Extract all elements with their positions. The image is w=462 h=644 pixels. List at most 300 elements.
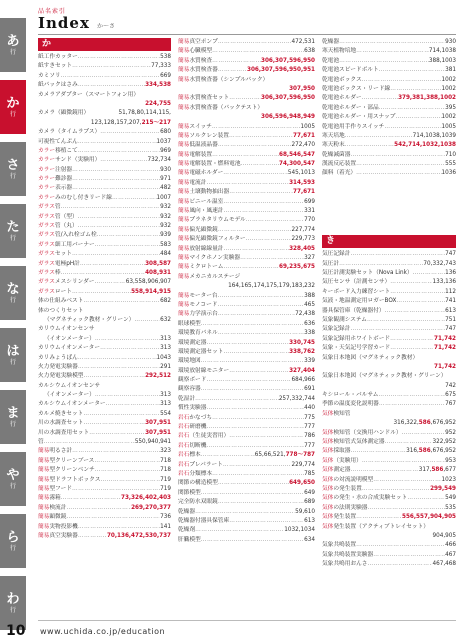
index-entry[interactable] xyxy=(178,517,315,526)
leader-dots xyxy=(195,526,284,535)
index-entry[interactable] xyxy=(322,85,456,94)
index-entry[interactable] xyxy=(178,329,315,338)
index-entry[interactable] xyxy=(322,260,456,269)
footer-url[interactable]: www.uchida.co.jp/education xyxy=(40,627,166,636)
index-entry[interactable] xyxy=(178,451,315,460)
leader-dots xyxy=(368,504,446,513)
index-entry[interactable] xyxy=(38,513,171,522)
index-entry[interactable] xyxy=(322,47,456,56)
index-entry[interactable] xyxy=(178,320,315,329)
index-column-1 xyxy=(38,38,171,616)
leader-dots xyxy=(407,494,445,503)
entry-category: 岩石 xyxy=(178,452,190,459)
leader-dots xyxy=(201,385,304,394)
leader-dots xyxy=(66,504,131,513)
index-entry[interactable] xyxy=(322,169,456,178)
index-entry[interactable] xyxy=(322,123,456,132)
index-entry[interactable] xyxy=(38,72,171,81)
index-entry[interactable] xyxy=(38,241,171,250)
page-refs: 308,587 xyxy=(145,260,171,267)
leader-dots xyxy=(368,560,433,569)
index-entry[interactable] xyxy=(38,504,171,513)
leader-dots xyxy=(139,91,171,100)
index-entry[interactable] xyxy=(38,316,171,325)
index-entry[interactable] xyxy=(38,344,171,353)
index-entry[interactable] xyxy=(178,104,315,113)
entry-name: 関節の構造模型 xyxy=(178,480,218,487)
tab-ま[interactable] xyxy=(0,390,26,444)
entry-name: 気象記録用ホワイトボード xyxy=(322,335,391,342)
index-entry[interactable] xyxy=(38,447,171,456)
tab-label: か xyxy=(6,95,20,111)
index-entry[interactable] xyxy=(38,156,171,165)
entry-name: 管 xyxy=(38,439,44,446)
index-entry[interactable] xyxy=(38,147,171,156)
index-entry[interactable] xyxy=(322,551,456,560)
entry-name: 火力発電実験器 xyxy=(38,363,78,370)
tab-label: さ xyxy=(6,157,20,173)
index-entry[interactable] xyxy=(38,410,171,419)
entry-name: 乾電池ホルダー xyxy=(322,95,362,102)
index-entry[interactable] xyxy=(322,560,456,569)
tab-ら[interactable] xyxy=(0,514,26,568)
index-entry[interactable] xyxy=(322,151,456,160)
index-entry[interactable] xyxy=(322,541,456,550)
tab-は[interactable] xyxy=(0,328,26,382)
index-entry[interactable] xyxy=(178,57,315,66)
leader-dots xyxy=(350,325,445,334)
page-refs: 316,322,586,676,952 xyxy=(393,420,456,427)
index-entry[interactable] xyxy=(178,301,315,310)
index-entry[interactable] xyxy=(178,395,315,404)
index-entry[interactable] xyxy=(38,354,171,363)
leader-dots xyxy=(246,235,292,244)
index-entry[interactable] xyxy=(38,532,171,541)
entry-name: 乾燥器付器具保管庫 xyxy=(178,517,230,524)
index-entry[interactable] xyxy=(38,81,171,90)
entry-category: ガラス xyxy=(38,204,55,211)
page-refs: 1032,1034 xyxy=(284,527,315,534)
entry-name: 気体の法則実験器 xyxy=(322,504,368,511)
index-entry[interactable] xyxy=(178,432,315,441)
entry-name: ガラス電極pH計 xyxy=(38,260,80,267)
entry-name: 気象記録計 xyxy=(322,326,351,333)
index-entry[interactable] xyxy=(322,94,456,103)
index-entry[interactable] xyxy=(178,292,315,301)
tab-た[interactable] xyxy=(0,204,26,258)
leader-dots xyxy=(97,231,161,240)
index-entry[interactable] xyxy=(322,325,456,334)
index-entry[interactable] xyxy=(322,429,456,438)
index-entry[interactable] xyxy=(178,207,315,216)
index-entry[interactable] xyxy=(38,466,171,475)
index-entry[interactable] xyxy=(38,419,171,428)
index-entry[interactable] xyxy=(38,166,171,175)
entry-name: ガラス管（型） xyxy=(38,213,78,220)
leader-dots xyxy=(356,513,402,522)
entry-name: 顔料（着光） xyxy=(322,170,357,177)
entry-name: 簡易水質検査器（パックテスト） xyxy=(178,104,264,111)
index-entry[interactable] xyxy=(322,160,456,169)
entry-category: 岩石 xyxy=(178,433,190,440)
index-entry[interactable] xyxy=(38,485,171,494)
index-entry[interactable] xyxy=(38,100,171,109)
index-entry[interactable] xyxy=(178,508,315,517)
entry-category: ガラス xyxy=(38,288,55,295)
tab-さ[interactable] xyxy=(0,142,26,196)
leader-dots xyxy=(240,254,304,263)
index-entry[interactable] xyxy=(178,76,315,85)
page-refs: 292,512 xyxy=(145,373,171,380)
index-entry[interactable] xyxy=(178,498,315,507)
entry-name: 簡易電磁ホルダー xyxy=(178,170,224,177)
entry-category: 気体 xyxy=(322,514,334,521)
tab-や[interactable] xyxy=(0,452,26,506)
index-entry[interactable] xyxy=(178,94,315,103)
index-entry[interactable] xyxy=(178,179,315,188)
entry-name: 気体検知管 xyxy=(322,410,351,417)
entry-category: 簡易 xyxy=(38,448,50,455)
index-entry[interactable] xyxy=(322,335,456,344)
index-entry[interactable] xyxy=(322,38,456,47)
page-refs: 440 xyxy=(304,405,315,412)
index-entry[interactable] xyxy=(38,523,171,532)
index-entry[interactable] xyxy=(178,310,315,319)
index-entry[interactable] xyxy=(322,250,456,259)
page-refs: 732,734 xyxy=(147,157,171,164)
leader-dots xyxy=(201,320,304,329)
index-entry[interactable] xyxy=(178,151,315,160)
index-entry[interactable] xyxy=(322,66,456,75)
index-entry[interactable] xyxy=(38,128,171,137)
index-entry[interactable] xyxy=(178,385,315,394)
page-refs: 269,270,377 xyxy=(131,504,171,511)
index-entry[interactable] xyxy=(322,372,456,381)
leader-dots xyxy=(78,354,157,363)
index-entry[interactable] xyxy=(322,400,456,409)
index-entry[interactable] xyxy=(38,297,171,306)
index-entry[interactable] xyxy=(38,269,171,278)
page-refs: 224,755 xyxy=(145,100,171,107)
page-refs: 133,136 xyxy=(432,279,456,286)
index-entry[interactable] xyxy=(178,536,315,545)
entry-category: 簡易 xyxy=(38,504,50,511)
entry-name: 簡易明るさ計 xyxy=(38,448,73,455)
index-entry[interactable] xyxy=(178,282,315,291)
entry-category: 簡易 xyxy=(178,226,190,233)
entry-name: カルメ焼きセット xyxy=(38,410,84,417)
index-entry[interactable] xyxy=(38,382,171,391)
index-entry[interactable] xyxy=(178,479,315,488)
index-entry[interactable] xyxy=(178,47,315,56)
page-refs: 316,586,676,952 xyxy=(406,448,456,455)
index-entry[interactable] xyxy=(322,76,456,85)
entry-category: ガラス xyxy=(38,223,55,230)
index-entry[interactable] xyxy=(38,203,171,212)
page-refs: 73,326,402,403 xyxy=(120,495,171,502)
entry-category: カラー xyxy=(38,157,56,164)
index-entry[interactable] xyxy=(178,442,315,451)
index-entry[interactable] xyxy=(178,414,315,423)
entry-category: 気体 xyxy=(322,485,334,492)
entry-name: ガラス棒 xyxy=(38,269,61,276)
index-entry[interactable] xyxy=(38,260,171,269)
entry-name: 紙工作カッター xyxy=(38,54,78,60)
entry-name: 簡易風向・風速計 xyxy=(178,208,224,215)
page-refs: 306,307,596,950 xyxy=(261,95,315,102)
index-entry[interactable] xyxy=(38,53,171,62)
index-entry[interactable] xyxy=(322,382,456,391)
index-entry[interactable] xyxy=(178,367,315,376)
page-refs: 306,596,948,949 xyxy=(261,114,315,121)
index-entry[interactable] xyxy=(38,250,171,259)
leader-dots xyxy=(390,288,445,297)
entry-name: 簡易電解装置・燃料電池 xyxy=(178,161,241,168)
index-entry[interactable] xyxy=(322,523,456,532)
index-entry[interactable] xyxy=(38,476,171,485)
index-entry[interactable] xyxy=(38,307,171,316)
index-entry[interactable] xyxy=(322,141,456,150)
index-entry[interactable] xyxy=(178,348,315,357)
page-refs: 381 xyxy=(445,67,456,74)
leader-dots xyxy=(229,517,304,526)
page-refs: 229,774 xyxy=(291,461,315,468)
page-refs: 51,78,80,114,115, xyxy=(118,110,171,117)
entry-name: 気体検知管式気体測定器 xyxy=(322,439,385,446)
page-refs: 932 xyxy=(160,204,171,211)
index-entry[interactable] xyxy=(322,269,456,278)
entry-category: 気体 xyxy=(322,476,334,483)
index-entry[interactable] xyxy=(38,184,171,193)
index-entry[interactable] xyxy=(322,307,456,316)
index-entry[interactable] xyxy=(178,216,315,225)
entry-category: 気体 xyxy=(322,523,334,530)
index-entry[interactable] xyxy=(178,245,315,254)
index-entry[interactable] xyxy=(38,175,171,184)
leader-dots xyxy=(95,335,160,344)
page-refs: 291 xyxy=(160,363,171,370)
index-entry[interactable] xyxy=(38,213,171,222)
index-entry[interactable] xyxy=(322,297,456,306)
index-entry[interactable] xyxy=(178,66,315,75)
index-entry[interactable] xyxy=(178,404,315,413)
index-entry[interactable] xyxy=(178,198,315,207)
index-entry[interactable] xyxy=(322,113,456,122)
leader-dots xyxy=(218,329,304,338)
index-entry[interactable] xyxy=(38,391,171,400)
index-entry[interactable] xyxy=(322,447,456,456)
page-refs: 313 xyxy=(160,401,171,408)
index-entry[interactable] xyxy=(322,410,456,419)
index-entry[interactable] xyxy=(178,169,315,178)
index-entry[interactable] xyxy=(322,57,456,66)
index-entry[interactable] xyxy=(38,429,171,438)
index-entry[interactable] xyxy=(322,532,456,541)
entry-name: 簡易水質検査器（シンプルパック） xyxy=(178,76,269,83)
entry-category: 簡易 xyxy=(178,179,190,186)
leader-dots xyxy=(72,166,160,175)
index-entry[interactable] xyxy=(178,123,315,132)
index-entry[interactable] xyxy=(178,273,315,282)
entry-name: 気圧センサ（計測センサ） xyxy=(322,279,391,286)
index-entry[interactable] xyxy=(322,391,456,400)
index-entry[interactable] xyxy=(322,457,456,466)
index-entry[interactable] xyxy=(178,263,315,272)
index-entry[interactable] xyxy=(38,438,171,447)
page-refs: 328,405 xyxy=(289,245,315,252)
index-entry[interactable] xyxy=(178,489,315,498)
index-entry[interactable] xyxy=(38,363,171,372)
entry-name: 岩石標本 xyxy=(178,452,201,459)
index-entry[interactable] xyxy=(38,400,171,409)
index-entry[interactable] xyxy=(322,344,456,353)
leader-dots xyxy=(212,470,304,479)
index-entry[interactable] xyxy=(178,113,315,122)
index-entry[interactable] xyxy=(322,494,456,503)
leader-dots xyxy=(212,47,304,56)
leader-dots xyxy=(223,198,304,207)
index-entry[interactable] xyxy=(322,485,456,494)
index-entry[interactable] xyxy=(178,141,315,150)
index-entry[interactable] xyxy=(322,504,456,513)
page-refs: 969 xyxy=(160,147,171,154)
tab-あ[interactable] xyxy=(0,18,26,72)
page-refs: 638 xyxy=(304,48,315,55)
page-refs: 742 xyxy=(445,382,456,389)
page-refs: 334,538 xyxy=(145,82,171,89)
index-entry[interactable] xyxy=(178,461,315,470)
leader-dots xyxy=(78,147,160,156)
entry-name: 気体の発生・水の合成実験セット xyxy=(322,495,408,502)
index-entry[interactable] xyxy=(322,278,456,287)
index-entry[interactable] xyxy=(322,513,456,522)
index-entry[interactable] xyxy=(322,132,456,141)
entry-category: 簡易 xyxy=(38,457,50,464)
index-entry[interactable] xyxy=(178,38,315,47)
entry-name: 簡易型クリーンブース xyxy=(38,457,95,464)
page-refs: 1007 xyxy=(156,194,171,201)
entry-name: 岩石切断機 xyxy=(178,442,207,449)
tab-label: ま xyxy=(6,405,20,421)
entry-name: 気圧記録計 xyxy=(322,251,351,258)
leader-dots xyxy=(362,94,398,103)
index-entry[interactable] xyxy=(178,254,315,263)
page-refs: 1037 xyxy=(156,138,171,145)
page-refs: 930 xyxy=(160,166,171,173)
page-refs: 775 xyxy=(304,414,315,421)
index-entry[interactable] xyxy=(178,85,315,94)
entry-name: （イオンメーター） xyxy=(44,335,95,342)
entry-name: 環境測定器 xyxy=(178,339,207,346)
leader-dots xyxy=(83,410,160,419)
index-entry[interactable] xyxy=(38,325,171,334)
index-entry[interactable] xyxy=(322,419,456,428)
index-entry[interactable] xyxy=(178,470,315,479)
index-entry[interactable] xyxy=(38,288,171,297)
index-entry[interactable] xyxy=(178,235,315,244)
leader-dots xyxy=(61,269,146,278)
page-refs: 1002 xyxy=(441,76,456,83)
index-entry[interactable] xyxy=(38,335,171,344)
index-entry[interactable] xyxy=(178,357,315,366)
leader-dots xyxy=(218,479,289,488)
index-entry[interactable] xyxy=(178,226,315,235)
index-entry[interactable] xyxy=(38,457,171,466)
index-entry[interactable] xyxy=(38,231,171,240)
leader-dots xyxy=(356,160,445,169)
entry-name: 簡易検流計 xyxy=(38,504,67,511)
index-entry[interactable] xyxy=(38,494,171,503)
entry-name: 簡易マイクホノン実験器 xyxy=(178,254,241,261)
index-entry[interactable] xyxy=(38,62,171,71)
entry-name: 簡易低温液晶器 xyxy=(178,142,218,149)
entry-name: 簡易型フード xyxy=(38,485,72,492)
index-entry[interactable] xyxy=(178,132,315,141)
index-entry[interactable] xyxy=(38,194,171,203)
tab-label: た xyxy=(6,219,20,235)
tab-か[interactable] xyxy=(0,80,26,134)
index-entry[interactable] xyxy=(38,278,171,287)
page-refs: 952 xyxy=(445,429,456,436)
page-refs: 379,381,388,1002 xyxy=(398,95,456,102)
index-entry[interactable] xyxy=(322,288,456,297)
tab-な[interactable] xyxy=(0,266,26,320)
entry-name: 乾燥器 xyxy=(322,39,340,45)
page-refs: 767 xyxy=(445,401,456,408)
index-entry[interactable] xyxy=(322,104,456,113)
index-entry[interactable] xyxy=(178,376,315,385)
index-entry[interactable] xyxy=(178,160,315,169)
index-entry[interactable] xyxy=(178,526,315,535)
index-entry[interactable] xyxy=(38,222,171,231)
entry-category: 簡易 xyxy=(178,151,190,158)
index-entry[interactable] xyxy=(38,91,171,100)
leader-dots xyxy=(379,400,445,409)
page-refs: 613 xyxy=(445,307,456,314)
entry-category: 簡易 xyxy=(178,161,190,168)
page-refs: 719 xyxy=(160,476,171,483)
index-entry[interactable] xyxy=(322,438,456,447)
entry-category: ガラス xyxy=(38,213,55,220)
index-entry[interactable] xyxy=(38,138,171,147)
index-entry[interactable] xyxy=(178,339,315,348)
index-entry[interactable] xyxy=(322,316,456,325)
index-entry[interactable] xyxy=(322,363,456,372)
entry-name: 眼球模型 xyxy=(178,320,201,327)
page-refs: 229,773 xyxy=(291,236,315,243)
entry-category: 簡易 xyxy=(178,57,190,64)
index-entry[interactable] xyxy=(38,119,171,128)
leader-dots xyxy=(268,76,315,85)
index-entry[interactable] xyxy=(38,109,171,118)
leader-dots xyxy=(212,57,261,66)
index-entry[interactable] xyxy=(322,476,456,485)
index-entry[interactable] xyxy=(322,354,456,363)
index-entry[interactable] xyxy=(178,188,315,197)
page-refs: 556,557,904,905 xyxy=(402,514,456,521)
entry-name: 簡易型クリーンベンチ xyxy=(38,467,95,474)
page-refs: 77,333 xyxy=(151,63,171,70)
entry-category: 簡易 xyxy=(178,48,190,55)
page-refs: 770 xyxy=(304,217,315,224)
entry-name: カラーみのむし付きリード線 xyxy=(38,194,112,201)
index-entry[interactable] xyxy=(38,372,171,381)
leader-dots xyxy=(339,57,429,66)
page-refs: 112 xyxy=(445,288,456,295)
index-entry[interactable] xyxy=(178,423,315,432)
index-entry[interactable] xyxy=(322,466,456,475)
tab-label: な xyxy=(6,281,20,297)
